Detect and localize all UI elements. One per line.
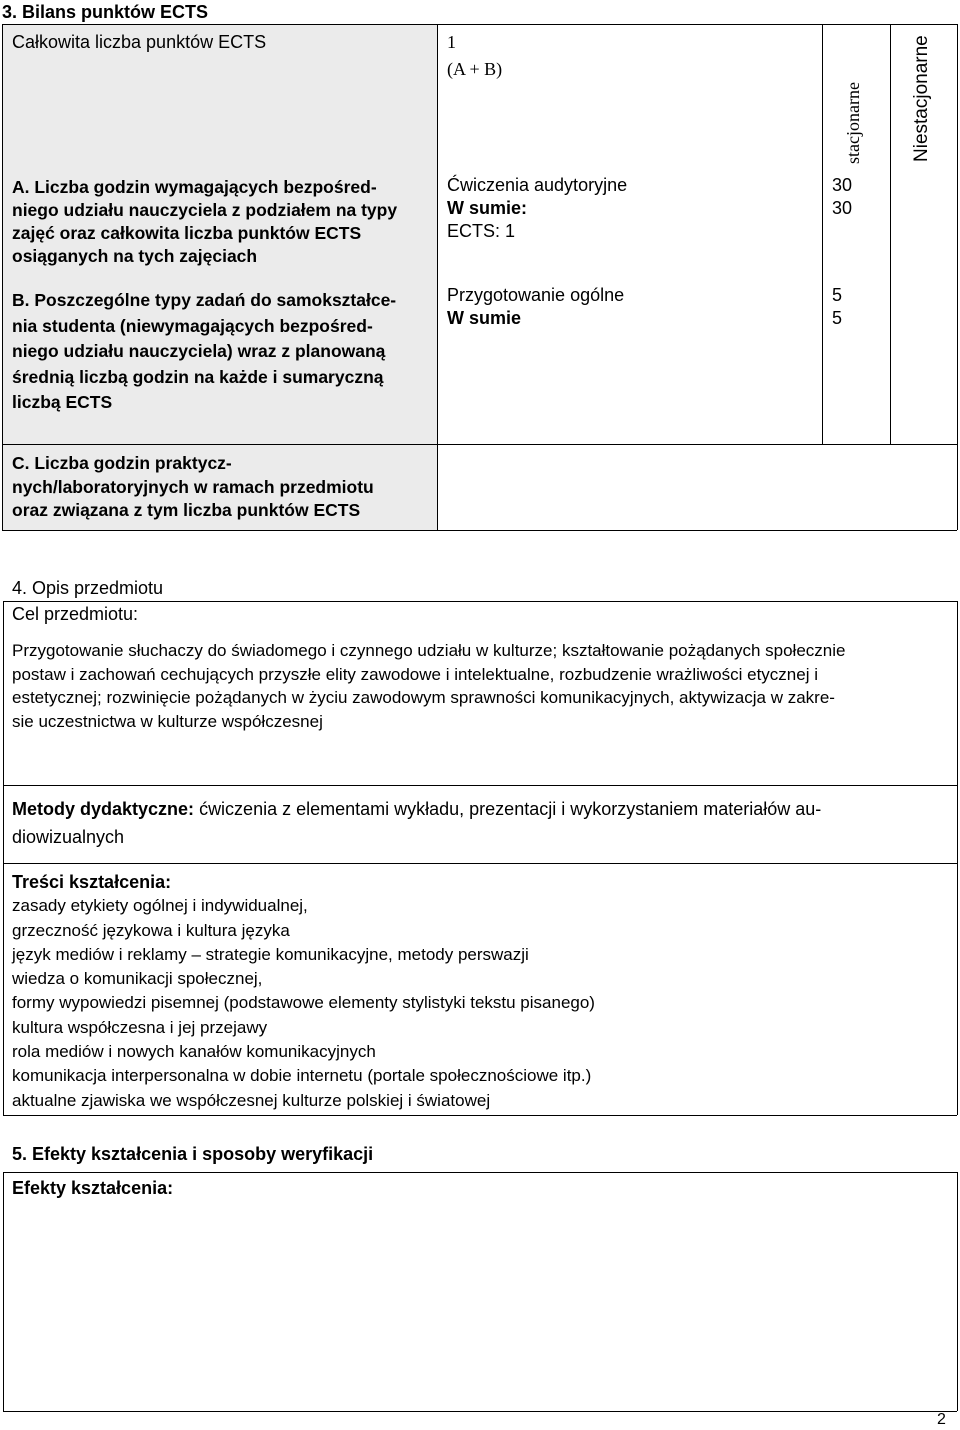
section4-heading: 4. Opis przedmiotu — [12, 578, 164, 598]
section-b-hours: 5 5 — [832, 285, 843, 328]
content-item: aktualne zjawiska we współczesnej kulturze polskiej i światowej — [12, 1090, 491, 1110]
ects-value: ECTS: 1 — [447, 221, 516, 241]
section-a-label: A. Liczba godzin wymagających bezpośred- niego udziału nauczyciela z podziałem na typy zajęć oraz całkowita liczba punktów ECTS osiąganych na tych zajęciach — [12, 177, 398, 266]
section5-heading: 5. Efekty kształcenia i sposoby weryfikacji — [12, 1144, 374, 1164]
section3-heading: 3. Bilans punktów ECTS — [2, 2, 209, 22]
sum-label: W sumie — [447, 308, 522, 328]
total-ects-value: 1 — [447, 32, 456, 52]
activity-name: Przygotowanie ogólne — [447, 285, 625, 305]
column-header-stationary: stacjonarne — [843, 82, 863, 164]
content-item: formy wypowiedzi pisemnej (podstawowe elementy stylistyki tekstu pisanego) — [12, 993, 595, 1013]
content-item: zasady etykiety ogólnej i indywidualnej, — [12, 896, 308, 916]
course-content — [12, 870, 595, 1113]
content-label: Treści kształcenia: — [12, 872, 172, 892]
methods-text: ćwiczenia z elementami wykładu, prezentacji i wykorzystaniem materiałów au- — [199, 799, 822, 819]
section-a-activities — [447, 174, 627, 243]
section-a-hours: 30 30 — [832, 175, 853, 218]
column-header-nonstationary: Niestacjonarne — [911, 35, 932, 162]
sum-label: W sumie: — [447, 198, 528, 218]
content-item: rola mediów i nowych kanałów komunikacyjnych — [12, 1042, 376, 1062]
content-item: grzeczność językowa i kultura języka — [12, 920, 290, 940]
content-item: wiedza o komunikacji społecznej, — [12, 969, 263, 989]
outcomes-label: Efekty kształcenia: — [12, 1178, 174, 1198]
content-item: kultura współczesna i jej przejawy — [12, 1017, 268, 1037]
goal-label: Cel przedmiotu: — [12, 604, 139, 624]
activity-name: Ćwiczenia audytoryjne — [447, 175, 628, 195]
goal-text: Przygotowanie słuchaczy do świadomego i czynnego udziału w kulturze; kształtowanie pożądanych społecznie postaw i zachowań cechujących przyszłe elity zawodowe i intelektualne, rozbudzenie wrażliwości etycznej i estetycznej; rozwinięcie pożądanych w życiu zawodowym sprawności komunikacyjnych, aktywizacja w zakre- sie uczestnictwa w kulturze współczesnej — [12, 641, 846, 731]
section-c-label: C. Liczba godzin praktycz- nych/laboratoryjnych w ramach przedmiotu oraz związana z tym liczba punktów ECTS — [12, 453, 374, 520]
content-item: komunikacja interpersonalna w dobie internetu (portale społecznościowe itp.) — [12, 1066, 592, 1086]
total-ects-formula: (A + B) — [447, 59, 503, 79]
section-b-label: B. Poszczególne typy zadań do samokształce- nia studenta (niewymagających bezpośred- niego udziału nauczyciela) wraz z planowaną średnią liczbą godzin na każde i sumaryczną liczbą ECTS — [12, 290, 397, 412]
content-item: język mediów i reklamy – strategie komunikacyjne, metody perswazji — [12, 944, 529, 964]
methods-label: Metody dydaktyczne: — [12, 799, 195, 819]
section-b-activities — [447, 284, 624, 330]
total-ects-label: Całkowita liczba punktów ECTS — [12, 32, 267, 52]
page-number: 2 — [937, 1411, 946, 1428]
teaching-methods: Metody dydaktyczne: ćwiczenia z elementami wykładu, prezentacji i wykorzystaniem materiałów au- diowizualnych — [12, 799, 822, 847]
